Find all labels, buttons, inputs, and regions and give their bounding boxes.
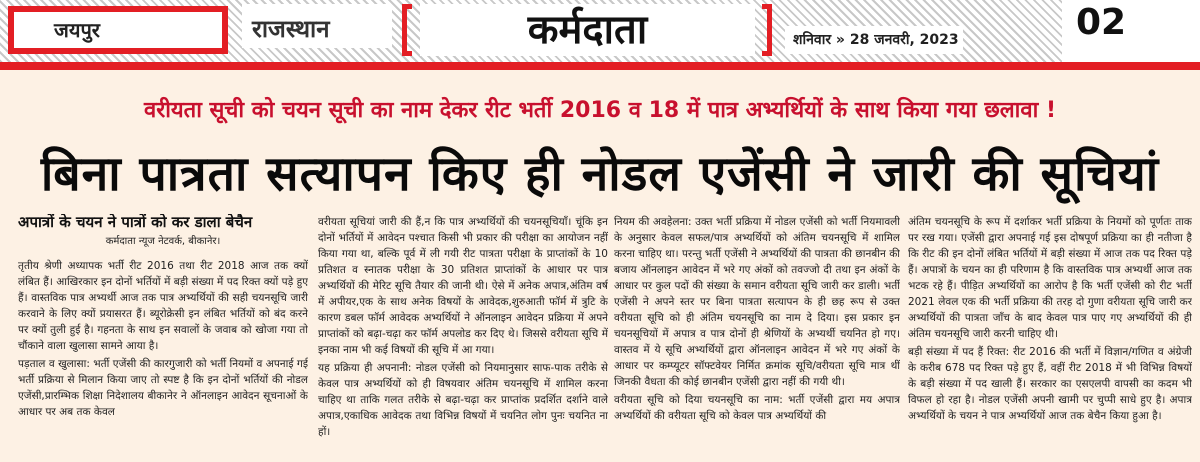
- date-box: [785, 26, 963, 54]
- paragraph: वरीयता सूचि को दिया चयनसूचि का नाम: भर्ती एजेंसी द्वारा मय अपात्र अभ्यर्थियों की वरीयता सूचि को केवल पात्र अभ्यर्थियों की: [614, 394, 900, 422]
- state-label: राजस्थान: [252, 15, 330, 43]
- newspaper-name: कर्मदाता: [420, 4, 755, 56]
- paragraph: तृतीय श्रेणी अध्यापक भर्ती रीट 2016 तथा रीट 2018 आज तक क्यों लंबित हैं। आखिरकार इन दोनों भर्तियों में बड़ी संख्या में पद रिक्त क्यों पड़े हुए हैं। वास्तविक पात्र अभ्यर्थी आज तक पात्र अभ्यर्थियों की सही चयनसूचि जारी करवाने के लिए क्यों प्रयासरत हैं। ब्यूरोक्रेसी इन लंबित भर्तियों को बंद करने पर क्यों तुली हुई है। गहनता के साथ इन सवालों के जवाब को खोजा गया तो चौंकाने वाला खुलासा सामने आया है।: [18, 260, 308, 352]
- paragraph: वरीयता सूचियां जारी की हैं,न कि पात्र अभ्यर्थियों की चयनसूचियाँ। चूंकि इन दोनों भर्तियों में आवेदन पश्चात किसी भी प्रकार की परीक्षा का आयोजन नहीं किया गया था, बल्कि पूर्व में ली गयी रीट पात्रता परीक्षा के प्राप्तांकों के 10 प्रतिशत व स्नातक परीक्षा के 30 प्रतिशत प्राप्तांकों के आधार पर पात्र अभ्यर्थियों की मेरिट सूचि तैयार की जानी थी। ऐसे में अनेक अपात्र,अंतिम वर्ष में अपीयर,एक के साथ अनेक विषयों के आवेदक,शुरुआती फॉर्म में त्रुटि के कारण डबल फॉर्म आवेदक अभ्यर्थियों ने ऑनलाइन आवेदन प्रक्रिया में अपने प्राप्तांकों को बढ़ा-चढ़ा कर फॉर्म अपलोड कर दिए थे। जिससे वरीयता सूचि में इनका नाम भी कई विषयों की सूचि में आ गया।: [318, 216, 608, 356]
- paragraph: पड़ताल व खुलासा: भर्ती एजेंसी की कारगुजारी को भर्ती नियमों व अपनाई गई भर्ती प्रक्रिया से मिलान किया जाए तो स्पष्ट है कि इन दोनों भर्तियों की नोडल एजेंसी,प्रारम्भिक शिक्षा निदेशालय बीकानेर ने ऑनलाइन आवेदन सूचनाओं के आधार पर अब तक केवल: [18, 358, 308, 418]
- page-number: 02: [1076, 2, 1127, 43]
- subheadline: अपात्रों के चयन ने पात्रों को कर डाला बेचैन: [18, 214, 253, 231]
- article-column-1: [18, 214, 308, 454]
- article-column-4: [908, 214, 1192, 454]
- right-bracket: [762, 4, 772, 56]
- page-number-box: [1062, 0, 1200, 62]
- paragraph: अंतिम चयनसूचि के रूप में दर्शाकर भर्ती प्रक्रिया के नियमों को पूर्णतः ताक पर रख गया। एजेंसी द्वारा अपनाई गई इस दोषपूर्ण प्रक्रिया का ही नतीजा है कि रीट की इन दोनों लंबित भर्तियों में बड़ी संख्या में आज तक पद रिक्त पड़े हैं। अपात्रों के चयन का ही परिणाम है कि वास्तविक पात्र अभ्यर्थी आज तक भटक रहे हैं। पीड़ित अभ्यर्थियों का आरोप है कि भर्ती एजेंसी को रीट भर्ती 2021 लेवल एक की भर्ती प्रक्रिया की तरह दो गुणा वरीयता सूचि जारी कर अभ्यर्थियों की पात्रता जाँच के बाद केवल पात्र पाए गए अभ्यर्थियों की ही अंतिम चयनसूचि जारी करनी चाहिए थी।: [908, 216, 1192, 340]
- issue-date: शनिवार » 28 जनवरी, 2023: [793, 32, 959, 48]
- article-column-2: [318, 214, 608, 454]
- left-bracket: [402, 4, 412, 56]
- paragraph: नियम की अवहेलना: उक्त भर्ती प्रक्रिया में नोडल एजेंसी को भर्ती नियमावली के अनुसार केवल सफल/पात्र अभ्यर्थियों को अंतिम चयनसूचि में शामिल करना चाहिए था। परन्तु भर्ती एजेंसी ने अभ्यर्थियों की पात्रता की छानबीन की बजाय ऑनलाइन आवेदन में भरे गए अंकों को तवज्जो दी तथा इन अंकों के आधार पर कुल पदों की संख्या के समान वरीयता सूचि जारी कर डाली। भर्ती एजेंसी ने अपने स्तर पर बिना पात्रता सत्यापन के ही छह रूप से उक्त वरीयता सूचि को ही अंतिम चयनसूचि का नाम दे दिया। इस प्रकार इन चयनसूचियों में अपात्र व पात्र दोनों ही श्रेणियों के अभ्यर्थी चयनित हो गए। वास्तव में ये सूचि अभ्यर्थियों द्वारा ऑनलाइन आवेदन में भरे गए अंकों के आधार पर कम्प्यूटर सॉफ्टवेयर निर्मित क्रमांक सूचि/वरीयता सूचि मात्र थीं जिनकी वैधता की कोई छानबीन एजेंसी द्वारा नहीं की गयी थी।: [614, 216, 900, 388]
- masthead-bar: [0, 0, 1200, 62]
- city-label: जयपुर: [54, 18, 100, 42]
- paragraph: बड़ी संख्या में पद हैं रिक्त: रीट 2016 की भर्ती में विज्ञान/गणित व अंग्रेजी के करीब 678 पद रिक्त पड़े हुए हैं, वहीं रीट 2018 में भी विभिन्न विषयों के बड़ी संख्या में पद खाली हैं। सरकार का एसएलपी वापसी का कदम भी विफल हो रहा है। नोडल एजेंसी अपनी खामी पर चुप्पी साधे हुए है। अपात्र अभ्यर्थियों के चयन ने पात्र अभ्यर्थियों आज तक बेचैन किया हुआ है।: [908, 346, 1192, 422]
- red-rule: [0, 62, 1200, 70]
- paragraph: यह प्रक्रिया ही अपनानी: नोडल एजेंसी को नियमानुसार साफ-पाक तरीके से केवल पात्र अभ्यर्थियों को ही विषयवार अंतिम चयनसूचि में शामिल करना चाहिए था ताकि गलत तरीके से बढ़ा-चढ़ा कर प्राप्तांक प्रदर्शित दर्शाने वाले अपात्र,एकाधिक आवेदक तथा विभिन्न विषयों में चयनित लोग पुनः चयनित ना हों।: [318, 362, 608, 438]
- byline: कर्मदाता न्यूज नेटवर्क, बीकानेर।: [105, 236, 221, 247]
- state-box: [242, 4, 392, 48]
- main-headline: बिना पात्रता सत्यापन किए ही नोडल एजेंसी ने जारी की सूचियां: [40, 146, 1160, 202]
- kicker: वरीयता सूची को चयन सूची का नाम देकर रीट भर्ती 2016 व 18 में पात्र अभ्यर्थियों के साथ किया गया छलावा !: [143, 98, 1057, 123]
- article-column-3: [614, 214, 900, 454]
- city-box: [8, 6, 228, 54]
